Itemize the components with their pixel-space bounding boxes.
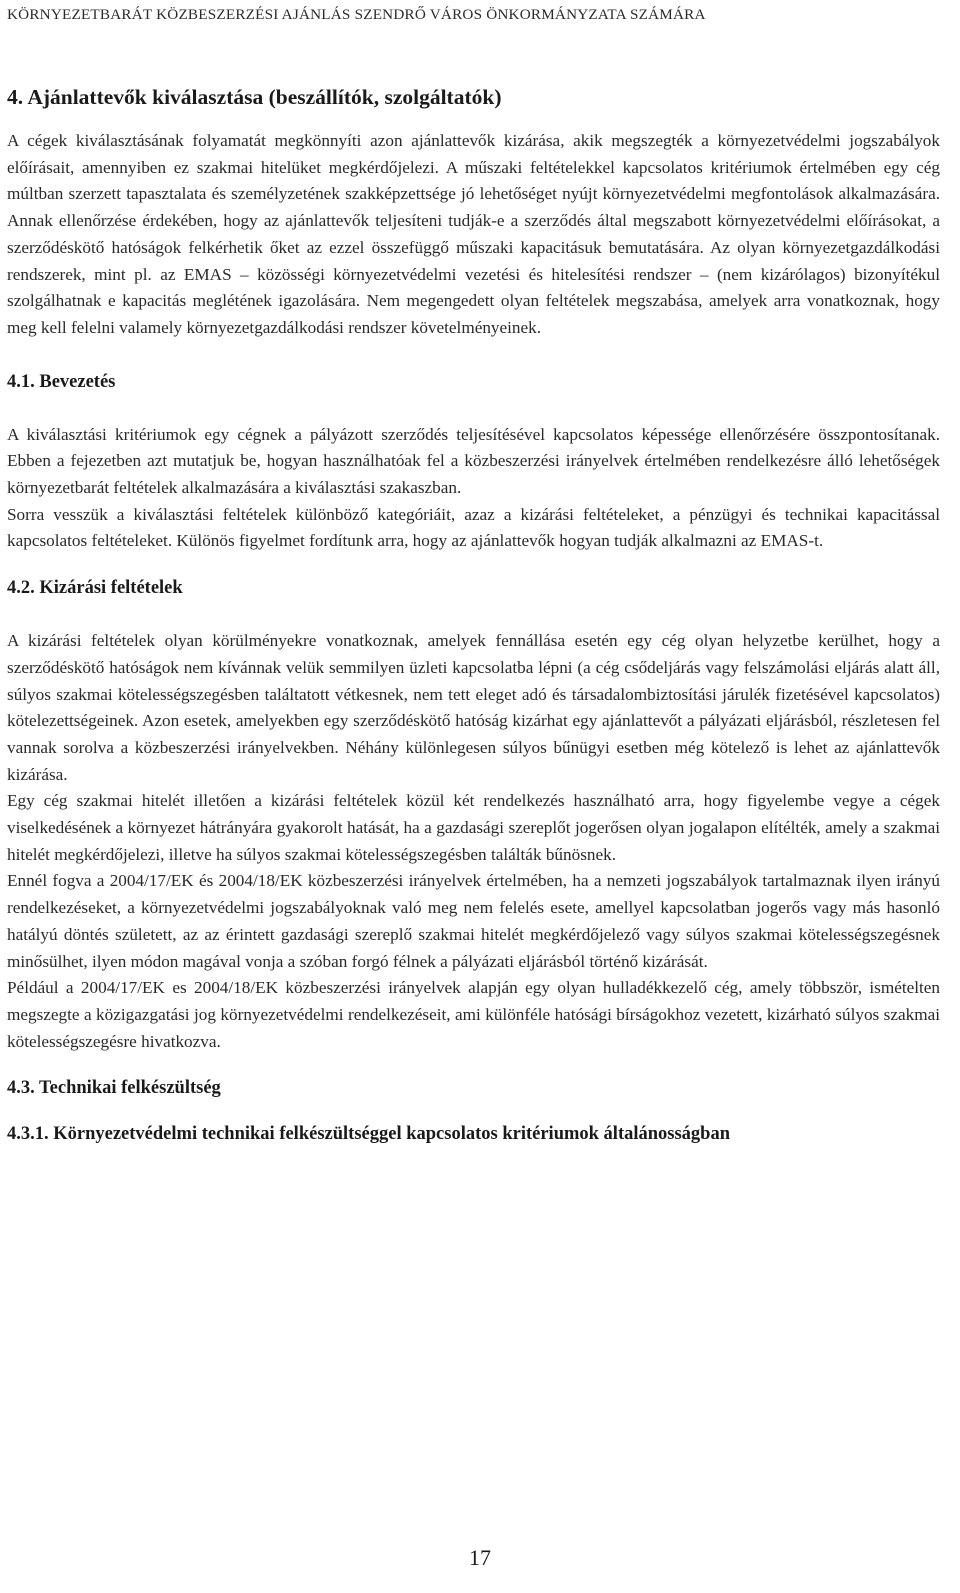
document-body <box>7 82 940 1147</box>
subsection-4-2-paragraph-3: Ennél fogva a 2004/17/EK és 2004/18/EK közbeszerzési irányelvek értelmében, ha a nemzeti jogszabályok tartalmaznak ilyen irányú rendelkezéseket, a környezetvédelmi jogszabályoknak való meg nem felelés esete, amellyel kapcsolatban jogerős vagy más hasonló hatályú döntés született, az az érintett gazdasági szereplő szakmai hitelét megkérdőjelező vagy súlyos szakmai kötelességszegésnek minősülhet, ilyen módon magával vonja a szóban forgó félnek a pályázati eljárásból történő kizárását. <box>7 871 940 971</box>
subsection-4-1-paragraph-1: A kiválasztási kritériumok egy cégnek a pályázott szerződés teljesítésével kapcsolatos képessége ellenőrzésére összpontosítanak. Ebben a fejezetben azt mutatjuk be, hogyan használhatóak fel a közbeszerzési irányelvek értelmében rendelkezésre álló lehetőségek környezetbarát feltételek alkalmazására a kiválasztási szakaszban. <box>7 424 940 498</box>
page-number: 17 <box>469 1545 491 1570</box>
subsection-4-2-paragraph-1: A kizárási feltételek olyan körülményekre vonatkoznak, amelyek fennállása esetén egy cég olyan helyzetbe kerülhet, hogy a szerződéskötő hatóságok nem kívánnak velük semmilyen üzleti kapcsolatba lépni (a cég csődeljárás vagy felszámolási eljárás alatt áll, súlyos szakmai kötelességszegésben találtatott vétkesnek, nem tett eleget adó és társadalombiztosítási járulék fizetésével kapcsolatos) kötelezettségeinek. Azon esetek, amelyekben egy szerződéskötő hatóság kizárhat egy ajánlattevőt a pályázati eljárásból, részletesen fel vannak sorolva a közbeszerzési irányelvekben. Néhány különlegesen súlyos bűnügyi esetben még kötelező is lehet az ajánlattevők kizárása. <box>7 631 940 784</box>
subsection-4-1-paragraph-2: Sorra vesszük a kiválasztási feltételek különböző kategóriáit, azaz a kizárási feltételeket, a pénzügyi és technikai kapacitással kapcsolatos feltételeket. Különös figyelmet fordítunk arra, hogy az ajánlattevők hogyan tudják alkalmazni az EMAS-t. <box>7 504 940 551</box>
subsection-4-2-paragraph-4: Például a 2004/17/EK es 2004/18/EK közbeszerzési irányelvek alapján egy olyan hulladékkezelő cég, amely többször, ismételten megszegte a közigazgatási jog környezetvédelmi rendelkezéseit, ami különféle hatósági bírságokhoz vezetett, kizárható súlyos szakmai kötelességszegésre hivatkozva. <box>7 978 940 1051</box>
subsection-4-3-title: 4.3. Technikai felkészültség <box>7 1078 221 1099</box>
subsection-4-2-title: 4.2. Kizárási feltételek <box>7 578 183 599</box>
running-header: KÖRNYEZETBARÁT KÖZBESZERZÉSI AJÁNLÁS SZENDRŐ VÁROS ÖNKORMÁNYZATA SZÁMÁRA <box>7 6 706 23</box>
subsection-4-2-paragraph-2: Egy cég szakmai hitelét illetően a kizárási feltételek közül két rendelkezés használható arra, hogy figyelembe vegye a cégek viselkedésének a környezet hátrányára gyakorolt hatását, ha a gazdasági szereplőt jogerősen olyan jogalapon elítélték, amely a szakmai hitelét megkérdőjelezi, illetve ha súlyos szakmai kötelességszegésben találták bűnösnek. <box>7 791 940 864</box>
section-intro-paragraph: A cégek kiválasztásának folyamatát megkönnyíti azon ajánlattevők kizárása, akik megszegték a környezetvédelmi jogszabályok előírásait, amennyiben ez szakmai hitelüket megkérdőjelezi. A műszaki feltételekkel kapcsolatos kritériumok értelmében egy cég múltban szerzett tapasztalata és személyzetének szakképzettsége jó lehetőséget nyújt környezetvédelmi megfontolások alkalmazására. Annak ellenőrzése érdekében, hogy az ajánlattevők teljesíteni tudják-e a szerződés által megszabott környezetvédelmi előírásokat, a szerződéskötő hatóságok felkérhetik őket az ezzel összefüggő műszaki kapacitásuk bemutatására. Az olyan környezetgazdálkodási rendszerek, mint pl. az EMAS – közösségi környezetvédelmi vezetési és hitelesítési rendszer – (nem kizárólagos) bizonyítékul szolgálhatnak e kapacitás meglétének igazolására. Nem megengedett olyan feltételek megszabása, amelyek arra vonatkoznak, hogy meg kell felelni valamely környezetgazdálkodási rendszer követelményeinek. <box>7 131 940 337</box>
section-title: 4. Ajánlattevők kiválasztása (beszállítók, szolgáltatók) <box>7 85 502 109</box>
subsection-4-3-1-title: 4.3.1. Környezetvédelmi technikai felkészültséggel kapcsolatos kritériumok általánosságban <box>7 1124 731 1145</box>
subsection-4-1-title: 4.1. Bevezetés <box>7 371 116 392</box>
